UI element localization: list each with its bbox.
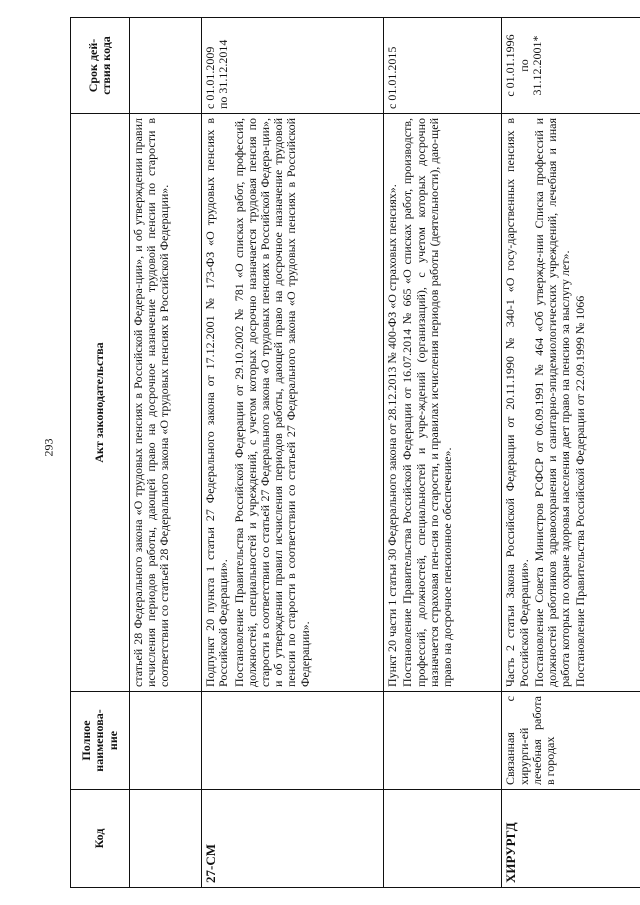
table-row (384, 18, 502, 888)
full-name-text: Связанная с хирурги-ей лечебная работа в городах (503, 696, 557, 785)
full-name-cell (502, 692, 640, 790)
table-row (502, 18, 640, 888)
code-cell: 27-СМ (202, 790, 384, 888)
validity-cell (130, 18, 202, 114)
act-paragraph: статьей 28 Федерального закона «О трудовых пенсиях в Российской Федера-ции», и об утверждении правил исчисления периодов работы, дающей право на досрочное назначение трудовой пенсии по старости в соответствии со статьей 28 Федерального закона «О трудовых пенсиях в Российской Федерации». (131, 118, 172, 687)
act-cell (130, 114, 202, 692)
act-paragraph: Постановление Совета Министров РСФСР от 06.09.1991 № 464 «Об утвержде-нии Списка профессий и должностей работников здравоохранения и санитарно-эпидемиологических учреждений, лечебная и иная работа которых по охране здоровья населения дает право на пенсию за выслугу лет». (531, 118, 573, 687)
header-validity: Срок дей- ствия кода (71, 18, 130, 114)
page-number: 293 (41, 438, 56, 457)
legislation-table (70, 17, 640, 888)
act-cell (502, 114, 640, 692)
act-paragraph: Постановление Правительства Российской Федерации от 16.07.2014 № 665 «О списках работ, производств, профессий, должностей, специальностей и учре-ждений (организаций), с учетом которых досрочно назначается страховая пен-сия по старости, и правилах исчисления периодов работы (деятельности), даю-щей право на досрочное пенсионное обеспечение». (400, 118, 455, 687)
table-row (202, 18, 384, 888)
rotated-page-content (70, 18, 640, 888)
code-cell (384, 790, 502, 888)
validity-cell: с 01.01.2009 по 31.12.2014 (202, 18, 384, 114)
full-name-cell (202, 692, 384, 790)
act-paragraph: Подпункт 20 пункта 1 статьи 27 Федерального закона от 17.12.2001 № 173-ФЗ «О трудовых пенсиях в Российской Федерации». (203, 118, 231, 687)
validity-cell: с 01.01.2015 (384, 18, 502, 114)
header-code: Код (71, 790, 130, 888)
header-full-name: Полное наименова- ние (71, 692, 130, 790)
code-cell (130, 790, 202, 888)
full-name-cell (130, 692, 202, 790)
act-paragraph: Постановление Правительства Российской Федерации от 22.09.1999 № 1066 (573, 295, 588, 687)
header-act: Акт законодательства (71, 114, 130, 692)
code-cell: ХИРУРГД (502, 790, 640, 888)
validity-cell: с 01.01.1996 по 31.12.2001* (502, 18, 640, 114)
act-cell (202, 114, 384, 692)
table-header-row (71, 18, 130, 888)
act-paragraph: Постановление Правительства Российской Федерации от 29.10.2002 № 781 «О списках работ, профессий, должностей, специальностей и учреждений, с учетом которых досрочно назначается трудовая пенсия по старости в соответствии со статьей 27 Федерального закона «О трудовых пенсиях в Российской Федера-ции», и об утверждении правил исчисления периодов работы, дающей право на досрочное назначение трудовой пенсии по старости в соответствии со статьей 27 Федерального закона «О трудовых пенсиях в Российской Федерации». (231, 118, 312, 687)
table-row (130, 18, 202, 888)
act-cell (384, 114, 502, 692)
full-name-cell (384, 692, 502, 790)
act-paragraph: Часть 2 статьи Закона Российской Федерации от 20.11.1990 № 340-1 «О госу-дарственных пенсиях в Российской Федерации». (503, 118, 531, 687)
act-paragraph: Пункт 20 части 1 статьи 30 Федерального закона от 28.12.2013 № 400-ФЗ «О страховых пенсиях». (385, 184, 400, 687)
